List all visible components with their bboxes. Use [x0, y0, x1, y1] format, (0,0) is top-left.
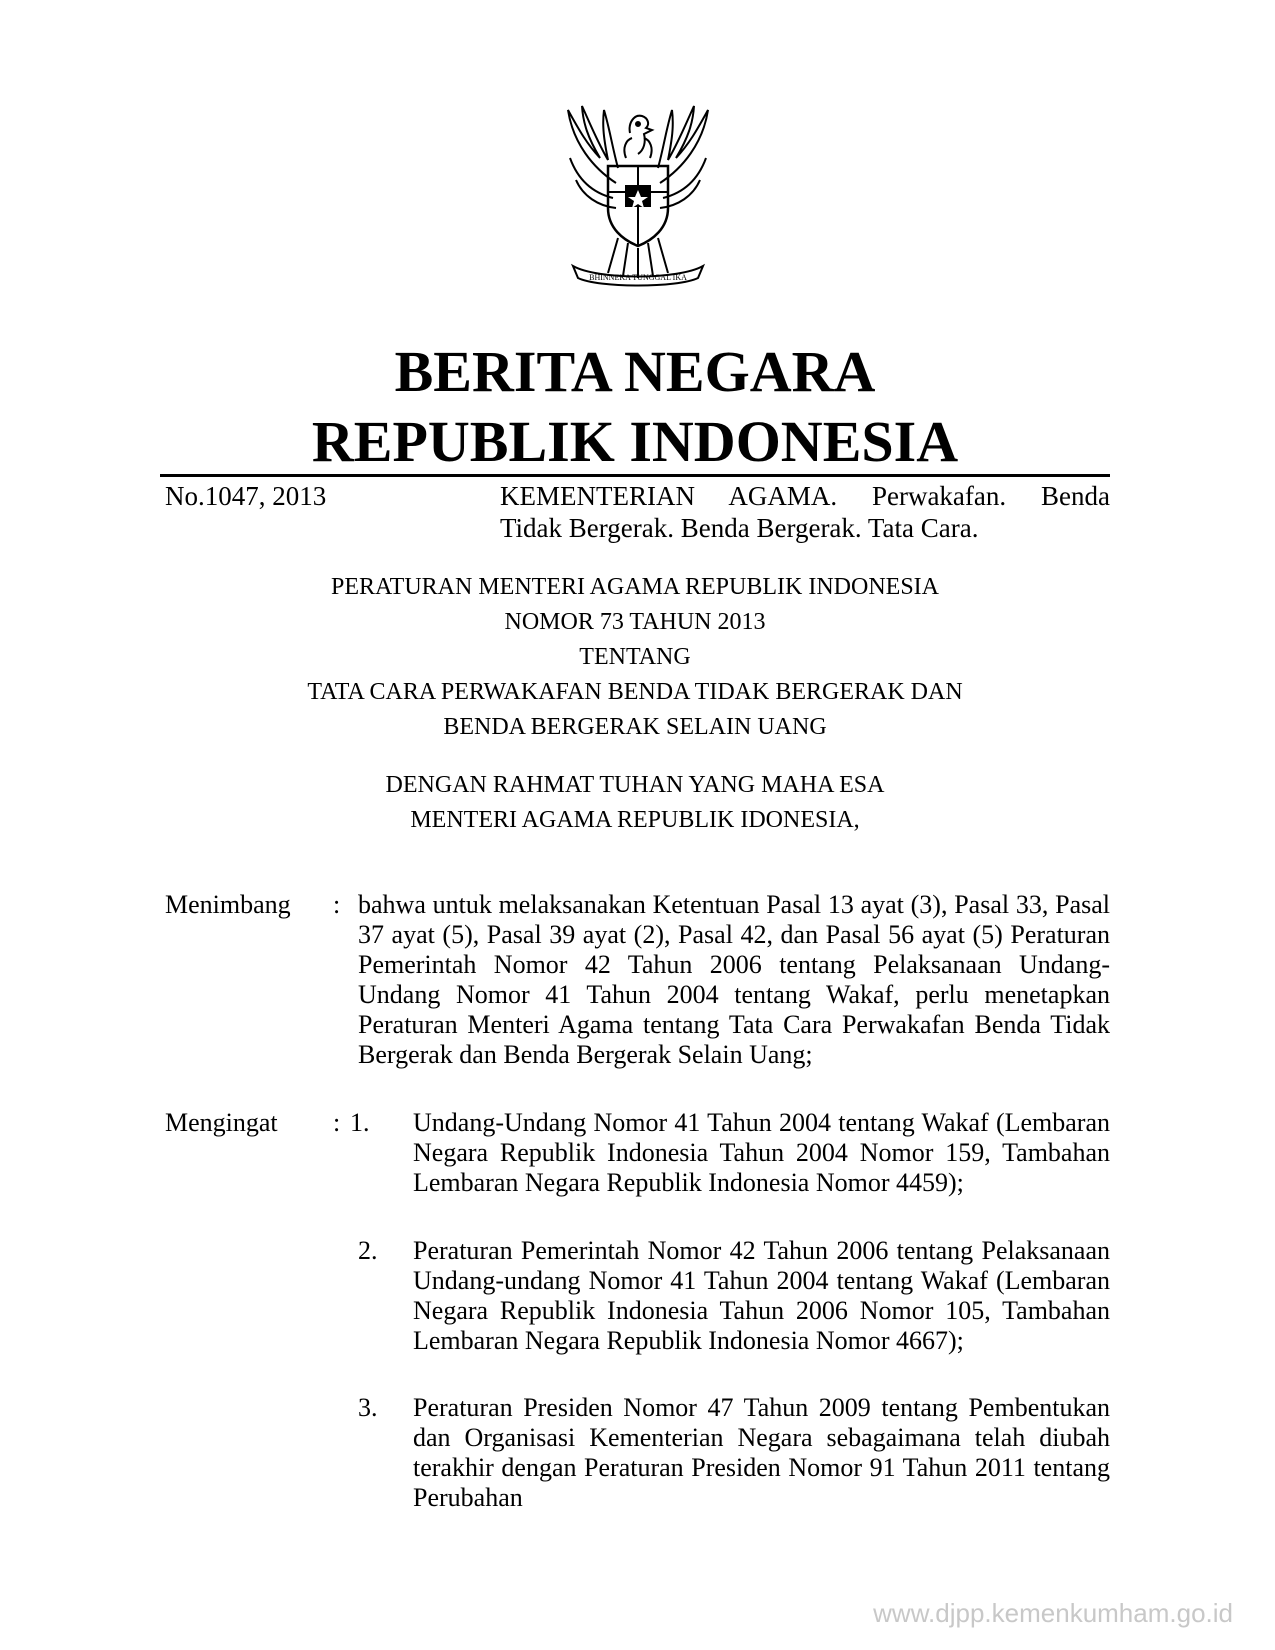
mengingat-colon: : — [333, 1108, 341, 1137]
subject-line2: Tidak Bergerak. Benda Bergerak. Tata Cara. — [500, 513, 979, 543]
regulation-title — [160, 570, 1110, 745]
mengingat-item-text: Peraturan Pemerintah Nomor 42 Tahun 2006 tentang Pelaksanaan Undang-undang Nomor 41 Tahun 2004 tentang Wakaf (Lembaran Negara Republik Indonesia Tahun 2006 Nomor 105, Tambahan Lembaran Negara Republik Indonesia Nomor 4667); — [413, 1236, 1110, 1355]
svg-text:BHINNEKA TUNGGAL IKA: BHINNEKA TUNGGAL IKA — [589, 273, 687, 282]
regulation-title-line: NOMOR 73 TAHUN 2013 — [504, 609, 766, 635]
mengingat-item-number: 2. — [358, 1236, 378, 1265]
preamble-line: DENGAN RAHMAT TUHAN YANG MAHA ESA — [385, 772, 885, 798]
masthead-title-line1: BERITA NEGARA — [394, 339, 876, 404]
masthead-title-line2: REPUBLIK INDONESIA — [311, 409, 959, 474]
preamble-line: MENTERI AGAMA REPUBLIK IDONESIA, — [410, 807, 860, 833]
mengingat-item-text: Undang-Undang Nomor 41 Tahun 2004 tentang Wakaf (Lembaran Negara Republik Indonesia Tahun 2004 Nomor 159, Tambahan Lembaran Negara Republik Indonesia Nomor 4459); — [413, 1108, 1110, 1197]
menimbang-colon: : — [333, 890, 341, 919]
regulation-title-line: TENTANG — [579, 644, 691, 670]
menimbang-text: bahwa untuk melaksanakan Ketentuan Pasal 13 ayat (3), Pasal 33, Pasal 37 ayat (5), Pasal 39 ayat (2), Pasal 42, dan Pasal 56 ayat (5) Peraturan Pemerintah Nomor 42 Tahun 2006 tentang Pelaksanaan Undang-Undang Nomor 41 Tahun 2004 tentang Wakaf, perlu menetapkan Peraturan Menteri Agama tentang Tata Cara Perwakafan Benda Tidak Bergerak dan Benda Bergerak Selain Uang; — [358, 890, 1110, 1069]
mengingat-label: Mengingat — [165, 1108, 278, 1137]
footer-url: www.djpp.kemenkumham.go.id — [873, 1598, 1233, 1628]
regulation-title-line: TATA CARA PERWAKAFAN BENDA TIDAK BERGERAK DAN — [307, 679, 963, 705]
subject-line1: KEMENTERIAN AGAMA. Perwakafan. Benda — [500, 481, 1110, 511]
mengingat-item-number: 3. — [358, 1393, 378, 1422]
mengingat-item-number: 1. — [350, 1108, 370, 1137]
mengingat-item-text: Peraturan Presiden Nomor 47 Tahun 2009 tentang Pembentukan dan Organisasi Kementerian Negara sebagaimana telah diubah terakhir dengan Peraturan Presiden Nomor 91 Tahun 2011 tentang Perubahan — [413, 1393, 1110, 1512]
preamble — [160, 768, 1110, 838]
document-number: No.1047, 2013 — [165, 481, 327, 511]
masthead-divider — [160, 474, 1110, 477]
regulation-title-line: PERATURAN MENTERI AGAMA REPUBLIK INDONESIA — [330, 574, 939, 600]
menimbang-label: Menimbang — [165, 890, 291, 919]
regulation-title-line: BENDA BERGERAK SELAIN UANG — [443, 714, 827, 740]
document-subject — [500, 480, 1110, 544]
garuda-pancasila-emblem — [538, 88, 738, 288]
